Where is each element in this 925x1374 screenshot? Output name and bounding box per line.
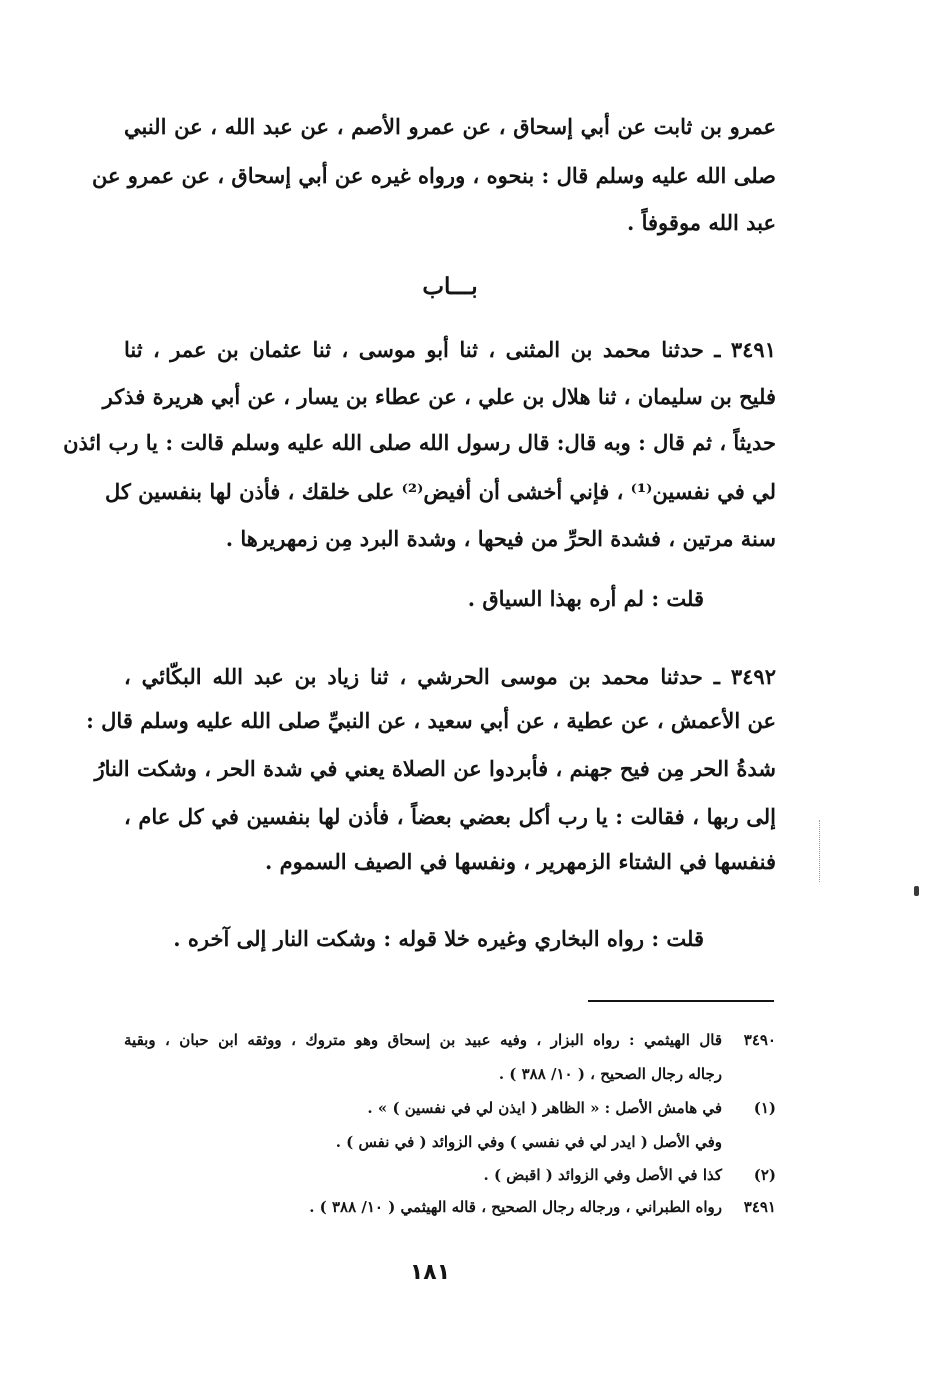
footnote-text: كذا في الأصل وفي الزوائد ( اقبض ) . [483, 1166, 722, 1184]
hadith-3491 [63, 335, 776, 625]
footnote-text: رواه الطبراني ، ورجاله رجال الصحيح ، قاله الهيثمي ( ١٠/ ٣٨٨ ) . [309, 1198, 722, 1216]
footnote-line [124, 1195, 776, 1219]
footnote-text: رجاله رجال الصحيح ، ( ١٠/ ٣٨٨ ) . [498, 1065, 722, 1083]
footnote-number: ٣٤٩٠ [743, 1031, 776, 1049]
text-line: سنة مرتين ، فشدة الحرِّ من فيحها ، وشدة البرد مِن زمهريرها . [225, 526, 776, 551]
text-line: ٣٤٩٢ ـ حدثنا محمد بن موسى الحرشي ، ثنا زياد بن عبد الله البكّائي ، [124, 664, 776, 689]
footnote-line [124, 1096, 776, 1120]
hadith-3491-note: قلت : لم أره بهذا السياق . [467, 586, 704, 611]
text-line: ٣٤٩١ ـ حدثنا محمد بن المثنى ، ثنا أبو موسى ، ثنا عثمان بن عمر ، ثنا [124, 337, 776, 362]
hadith-3492-note: قلت : رواه البخاري وغيره خلا قوله : وشكت النار إلى آخره . [173, 926, 704, 951]
hadith-3492 [86, 662, 776, 952]
page-number: ١٨١ [409, 1260, 451, 1285]
section-heading-text: بـــاب [422, 273, 478, 300]
text-line: حديثاً ، ثم قال : وبه قال: قال رسول الله صلى الله عليه وسلم قالت : يا رب ائذن [63, 430, 776, 455]
footnote-line [124, 1028, 776, 1052]
text-line: فنفسها في الشتاء الزمهرير ، ونفسها في الصيف السموم . [264, 849, 776, 874]
footnotes [124, 1028, 776, 1228]
text-line: فليح بن سليمان ، ثنا هلال بن علي ، عن عطاء بن يسار ، عن أبي هريرة فذكر [102, 384, 776, 409]
text-line: إلى ربها ، فقالت : يا رب أكل بعضي بعضاً ، فأذن لها بنفسين في كل عام ، [124, 804, 776, 829]
footnote-number: (١) [753, 1099, 776, 1117]
footnote-number: (٢) [753, 1166, 776, 1184]
intro-paragraph [91, 112, 776, 242]
footnote-line [124, 1062, 776, 1086]
margin-mark [819, 820, 820, 882]
footnote-text: وفي الأصل ( ايدر لي في نفسي ) وفي الزوائد ( في نفس ) . [335, 1133, 722, 1151]
text-line: صلى الله عليه وسلم قال : بنحوه ، ورواه غيره عن أبي إسحاق ، عن عمرو عن [91, 163, 776, 188]
text-line: عمرو بن ثابت عن أبي إسحاق ، عن عمرو الأصم ، عن عبد الله ، عن النبي [124, 114, 776, 139]
text-line: عبد الله موقوفاً . [627, 210, 776, 235]
text-line: شدةُ الحر مِن فيح جهنم ، فأبردوا عن الصلاة يعني في شدة الحر ، وشكت النارُ [94, 756, 776, 781]
footnote-line [124, 1163, 776, 1187]
footnote-number: ٣٤٩١ [743, 1198, 776, 1216]
footnote-text: في هامش الأصل : « الظاهر ( ايذن لي في نفسين ) » . [367, 1099, 722, 1117]
footnote-separator [588, 1000, 774, 1002]
footnote-line [124, 1130, 776, 1154]
footnote-text: قال الهيثمي : رواه البزار ، وفيه عبيد بن إسحاق وهو متروك ، ووثقه ابن حبان ، وبقية [124, 1031, 722, 1049]
text-line: عن الأعمش ، عن عطية ، عن أبي سعيد ، عن النبيِّ صلى الله عليه وسلم قال : [86, 708, 776, 733]
margin-dot [914, 886, 919, 896]
section-heading [124, 272, 776, 306]
text-line: لي في نفسين⁽¹⁾ ، فإني أخشى أن أفيض⁽²⁾ على خلقك ، فأذن لها بنفسين كل [104, 479, 776, 504]
